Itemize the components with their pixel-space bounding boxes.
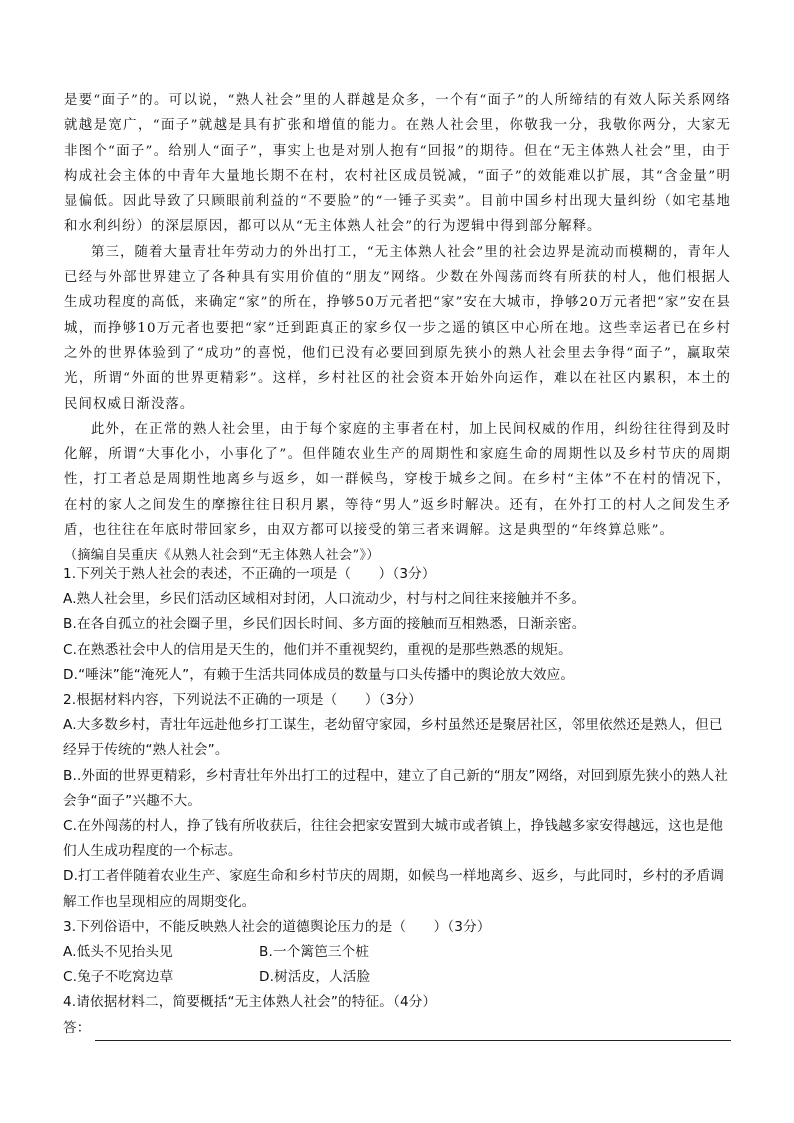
question-2 <box>63 688 733 915</box>
question-3-option-b: B.一个篱笆三个桩 <box>259 944 370 961</box>
question-2-option-b: B..外面的世界更精彩，乡村青壮年外出打工的过程中，建立了自己新的“朋友”网络，对回到原先狭小的熟人社会争“面子”兴趣不大。 <box>63 767 729 809</box>
question-1 <box>63 562 733 688</box>
question-4-stem: 4.请依据材料二，简要概括“无主体熟人社会”的特征。（4分） <box>63 994 437 1011</box>
question-3-options-row-2 <box>63 965 733 990</box>
question-3-option-d: D.树活皮，人活脸 <box>259 969 371 986</box>
passage-source: （摘编自吴重庆《从熟人社会到“无主体熟人社会”》） <box>64 548 380 564</box>
answer-blank-line[interactable] <box>95 1022 732 1041</box>
question-2-stem: 2.根据材料内容，下列说法不正确的一项是（ ）（3分） <box>63 692 422 709</box>
question-4 <box>63 990 733 1040</box>
question-1-option-d: D.“唾沫”能“淹死人”，有赖于生活共同体成员的数量与口头传播中的舆论放大效应。 <box>63 666 575 683</box>
question-1-stem: 1.下列关于熟人社会的表述，不正确的一项是（ ）（3分） <box>63 566 436 582</box>
passage-paragraph-2: 第三，随着大量青壮年劳动力的外出打工，“无主体熟人社会”里的社会边界是流动而模糊的，青年人已经与外部世界建立了各种具有实用价值的“朋友”网络。少数在外闯荡而终有所获的村人，他们根据人生成功程度的高低，来确定“家”的所在，挣够50万元者把“家”安在大城市，挣够20万元者把“家”安在县城，而挣够10万元者也要把“家”迁到距真正的家乡仅一步之遥的镇区中心所在地。这些幸运者已在乡村之外的世界体验到了“成功”的喜悦，他们已没有必要回到原先狭小的熟人社会里去争得“面子”，赢取荣光，所谓“外面的世界更精彩”。这样，乡村社区的社会资本开始外向运作，难以在社区内累积，本土的民间权威日渐没落。 <box>64 244 731 412</box>
question-3-stem: 3.下列俗语中，不能反映熟人社会的道德舆论压力的是（ ）（3分） <box>63 918 491 935</box>
question-section <box>63 562 733 1041</box>
question-1-option-c: C.在熟悉社会中人的信用是天生的，他们并不重视契约，重视的是那些熟悉的规矩。 <box>63 641 572 658</box>
question-3-option-c: C.兔子不吃窝边草 <box>63 969 174 986</box>
question-3 <box>63 915 733 991</box>
question-2-option-a: A.大多数乡村，青壮年远赴他乡打工谋生，老幼留守家园，乡村虽然还是聚居社区，邻里依然还是熟人，但已经异于传统的“熟人社会”。 <box>63 717 723 759</box>
passage-paragraph-1: 是要“面子”的。可以说，“熟人社会”里的人群越是众多，一个有“面子”的人所缔结的有效人际关系网络就越是宽广，“面子”就越是具有扩张和增值的能力。在熟人社会里，你敬我一分，我敬你两分，大家无非图个“面子”。给别人“面子”，事实上也是对别人抱有“回报”的期待。但在“无主体熟人社会”里，由于构成社会主体的中青年大量地长期不在村，农村社区成员锐减，“面子”的效能难以扩展，其“含金量”明显偏低。因此导致了只顾眼前利益的“不要脸”的“一锤子买卖”。目前中国乡村出现大量纠纷（如宅基地和水利纠纷）的深层原因，都可以从“无主体熟人社会”的行为逻辑中得到部分解释。 <box>64 93 731 235</box>
answer-label: 答： <box>63 1019 91 1036</box>
question-3-options-row-1 <box>63 940 733 965</box>
question-2-option-c: C.在外闯荡的村人，挣了钱有所收获后，往往会把家安置到大城市或者镇上，挣钱越多家安得越远，这也是他们人生成功程度的一个标志。 <box>63 818 724 860</box>
question-1-option-b: B.在各自孤立的社会圈子里，乡民们因长时间、多方面的接触而互相熟悉，日渐亲密。 <box>63 616 586 633</box>
reading-passage <box>64 88 731 569</box>
question-3-option-a: A.低头不见抬头见 <box>63 944 173 961</box>
question-1-option-a: A.熟人社会里，乡民们活动区域相对封闭，人口流动少，村与村之间往来接触并不多。 <box>63 591 586 608</box>
passage-paragraph-3: 此外，在正常的熟人社会里，由于每个家庭的主事者在村，加上民间权威的作用，纠纷往往得到及时化解，所谓“大事化小，小事化了”。但伴随农业生产的周期性和家庭生命的周期性以及乡村节庆的周期性，打工者总是周期性地离乡与返乡，如一群候鸟，穿梭于城乡之间。在乡村“主体”不在村的情况下，在村的家人之间发生的摩擦往往日积月累，等待“男人”返乡时解决。还有，在外打工的村人之间发生矛盾，也往往在年底时带回家乡，由双方都可以接受的第三者来调解。这是典型的“年终算总账”。 <box>64 421 731 539</box>
question-2-option-d: D.打工者伴随着农业生产、家庭生命和乡村节庆的周期，如候鸟一样地离乡、返乡，与此同时，乡村的矛盾调解工作也呈现相应的周期变化。 <box>63 868 725 910</box>
question-4-answer-area[interactable] <box>63 1016 733 1041</box>
